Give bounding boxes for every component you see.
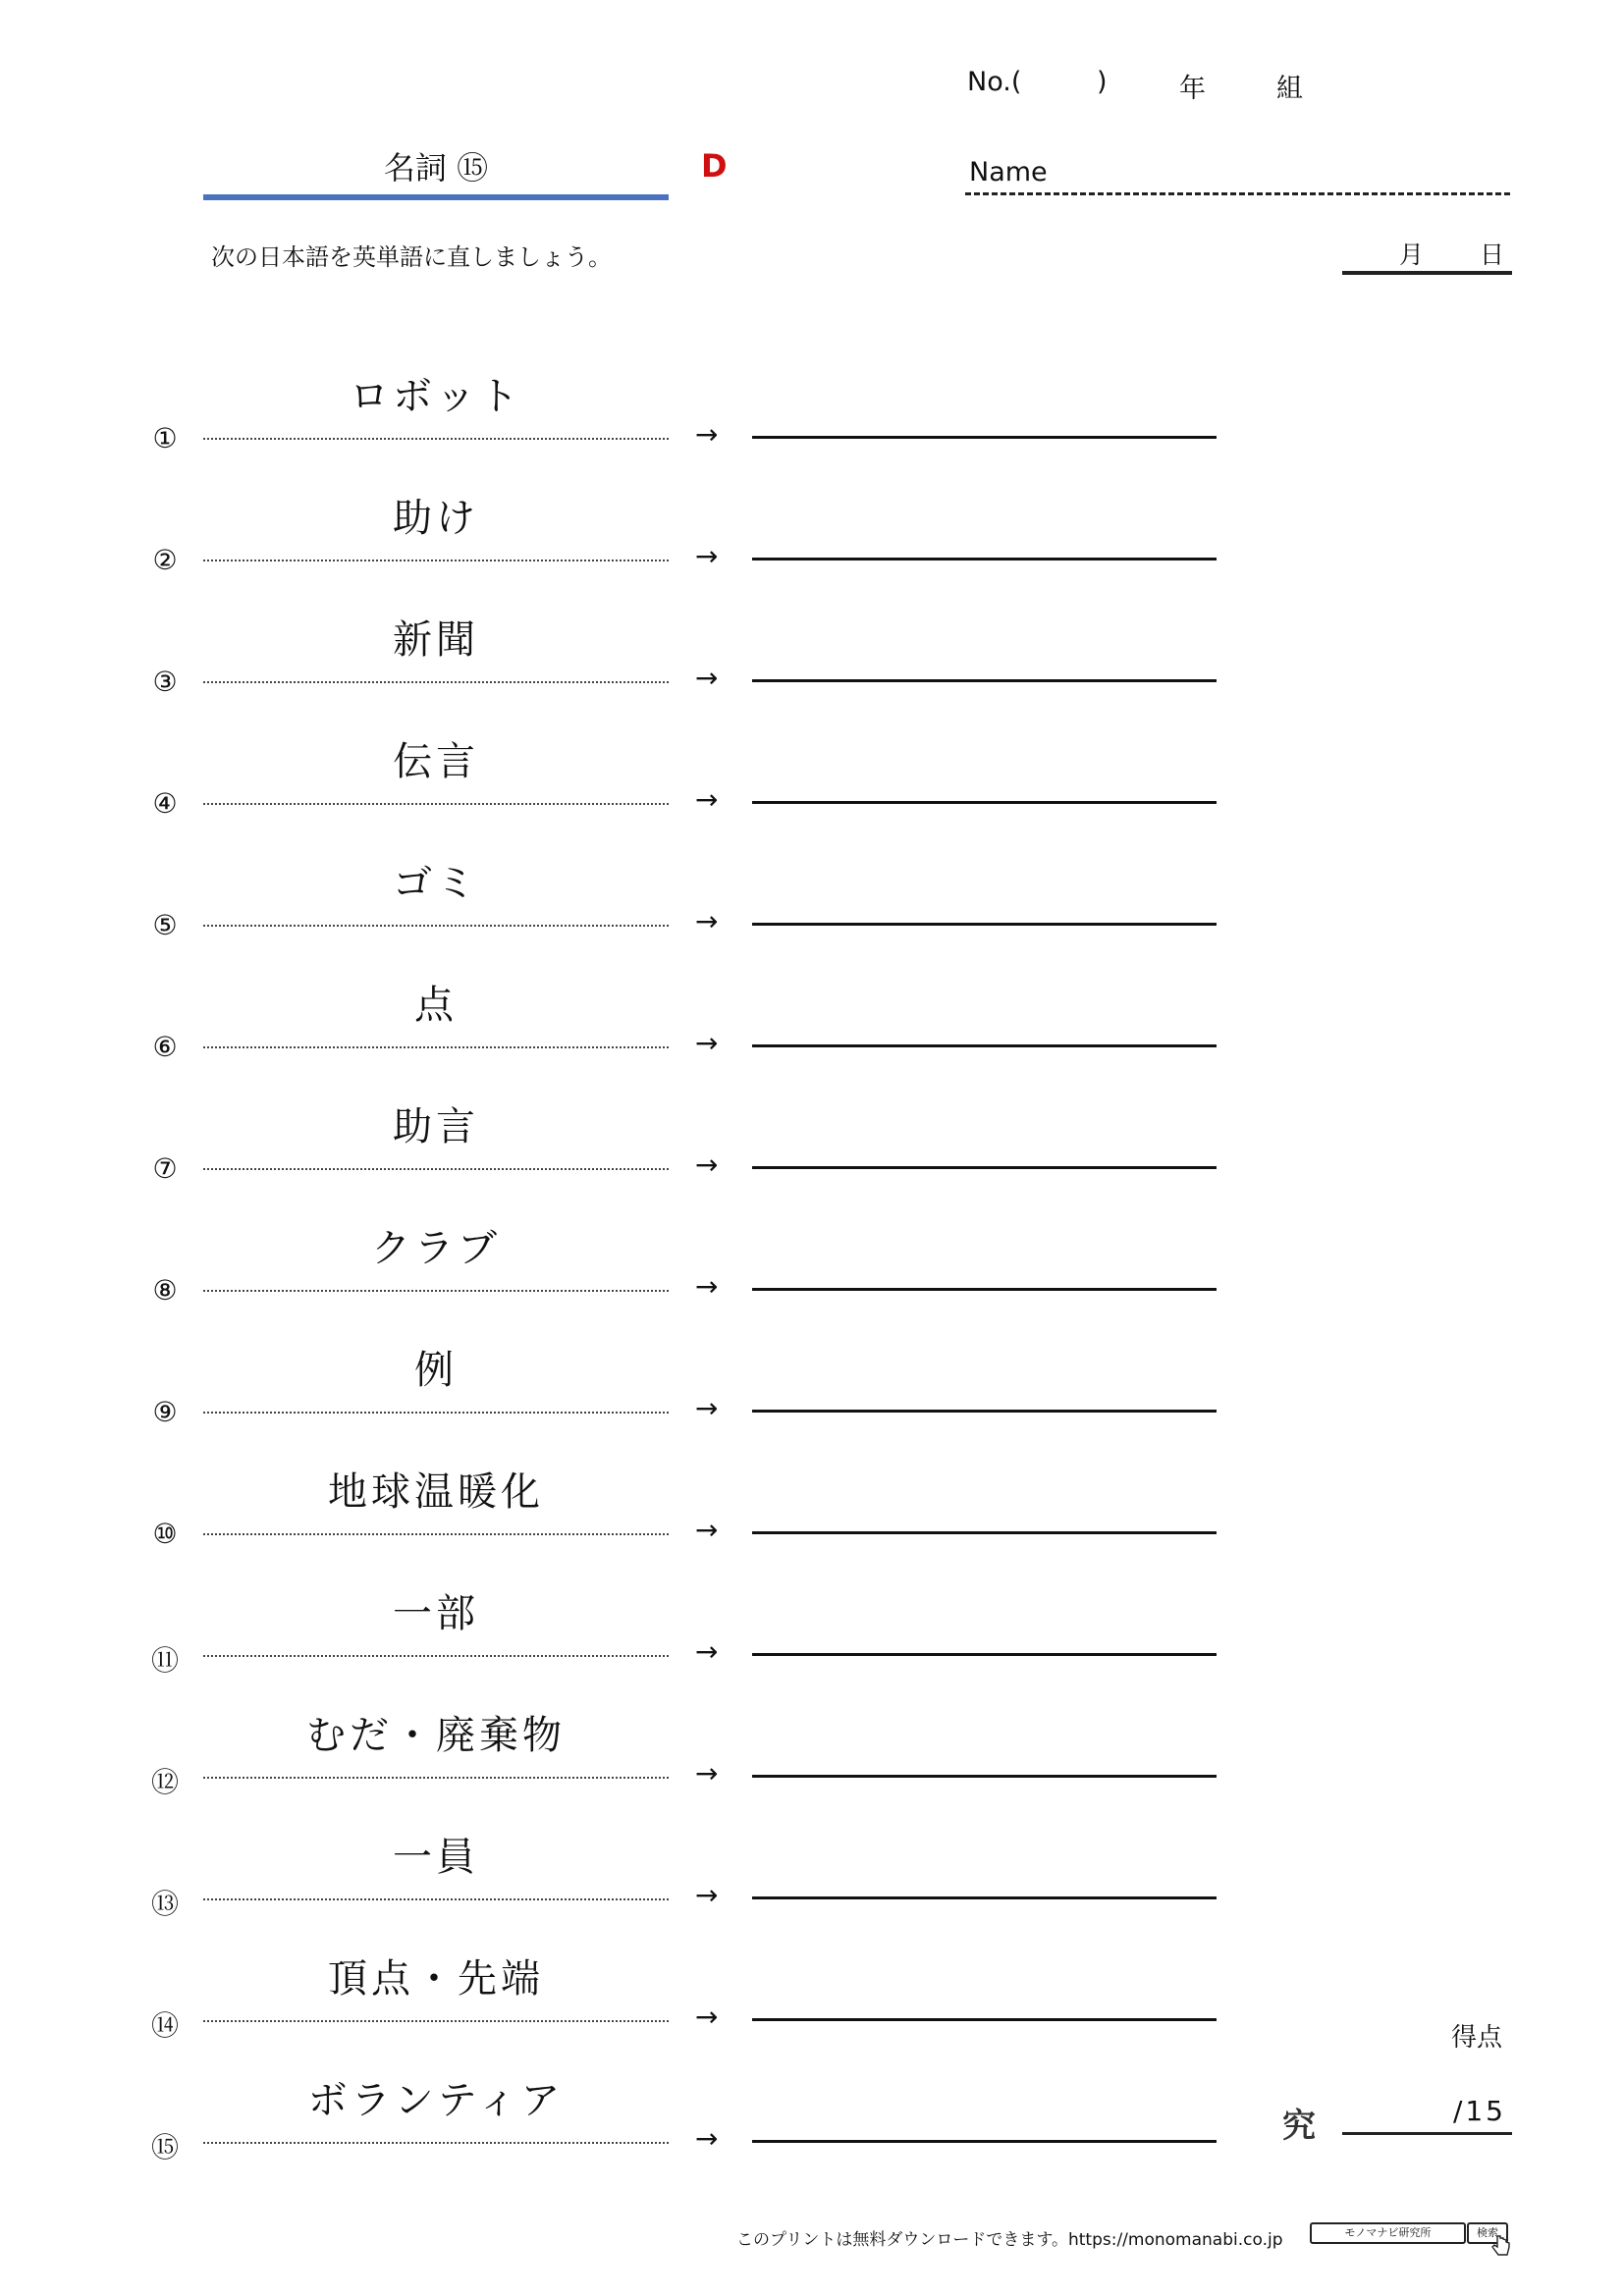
answer-line[interactable] (752, 1653, 1217, 1656)
prompt-box (203, 1348, 669, 1414)
question-number: ⑭ (150, 2009, 179, 2042)
prompt-box (203, 1591, 669, 1657)
answer-line[interactable] (752, 436, 1217, 439)
answer-line[interactable] (752, 923, 1217, 926)
footer-text: このプリントは無料ダウンロードできます。https://monomanabi.co.jp (736, 2230, 1283, 2250)
answer-line[interactable] (752, 1775, 1217, 1778)
score-field[interactable] (1342, 2091, 1512, 2135)
arrow-icon: → (695, 2122, 719, 2155)
class-no-close: ) (1097, 67, 1108, 97)
question-number: ③ (152, 666, 178, 698)
arrow-icon: → (695, 1635, 719, 1668)
question-prompt: 頂点・先端 (328, 1956, 544, 2002)
question-prompt: 点 (414, 983, 458, 1028)
question-number: ⑪ (150, 1644, 179, 1677)
question-prompt: 新聞 (393, 617, 479, 663)
question-prompt: 例 (414, 1348, 458, 1393)
answer-line[interactable] (752, 1044, 1217, 1047)
prompt-box (203, 1226, 669, 1292)
question-prompt: 地球温暖化 (328, 1469, 544, 1515)
prompt-box (203, 1956, 669, 2022)
question-number: ⑫ (150, 1766, 179, 1798)
arrow-icon: → (695, 783, 719, 816)
score-total: /15 (1452, 2095, 1506, 2127)
answer-line[interactable] (752, 1531, 1217, 1534)
prompt-box (203, 983, 669, 1048)
question-prompt: ボランティア (307, 2078, 565, 2123)
hand-cursor-icon (1490, 2234, 1512, 2260)
prompt-box (203, 617, 669, 683)
question-prompt: ロボット (350, 374, 522, 419)
footer-search-button[interactable]: 検索 (1467, 2222, 1508, 2244)
question-prompt: むだ・廃棄物 (306, 1713, 566, 1758)
class-no-label: No.( (967, 67, 1022, 97)
answer-line[interactable] (752, 801, 1217, 804)
page-title: 名詞 ⑮ (383, 149, 489, 187)
question-number: ⑨ (152, 1396, 178, 1428)
answer-line[interactable] (752, 2018, 1217, 2021)
answer-line[interactable] (752, 1410, 1217, 1413)
prompt-box (203, 2078, 669, 2144)
question-number: ⑩ (152, 1518, 178, 1550)
answer-line[interactable] (752, 679, 1217, 682)
arrow-icon: → (695, 1270, 719, 1303)
question-number: ④ (152, 787, 178, 820)
answer-line[interactable] (752, 558, 1217, 561)
prompt-box (203, 496, 669, 561)
arrow-icon: → (695, 1757, 719, 1789)
question-prompt: 一員 (393, 1835, 479, 1880)
question-number: ⑬ (150, 1888, 179, 1920)
question-number: ⑤ (152, 909, 178, 941)
prompt-box (203, 1104, 669, 1170)
answer-line[interactable] (752, 1166, 1217, 1169)
name-label: Name (969, 157, 1048, 187)
arrow-icon: → (695, 905, 719, 937)
research-mark-icon: 究 (1282, 2107, 1316, 2146)
arrow-icon: → (695, 1392, 719, 1424)
question-prompt: クラブ (371, 1226, 501, 1271)
class-year-label: 年 (1179, 74, 1206, 104)
question-number: ① (152, 422, 178, 454)
arrow-icon: → (695, 662, 719, 694)
question-number: ⑦ (152, 1152, 178, 1185)
question-prompt: 一部 (393, 1591, 479, 1636)
answer-line[interactable] (752, 1288, 1217, 1291)
score-label: 得点 (1451, 2023, 1503, 2053)
class-group-label: 組 (1276, 74, 1303, 104)
arrow-icon: → (695, 1879, 719, 1911)
date-day-label: 日 (1480, 240, 1505, 269)
question-prompt: 助言 (393, 1104, 479, 1149)
question-number: ⑧ (152, 1274, 178, 1307)
arrow-icon: → (695, 1514, 719, 1546)
prompt-box (203, 739, 669, 805)
arrow-icon: → (695, 540, 719, 572)
arrow-icon: → (695, 1148, 719, 1181)
date-month-label: 月 (1399, 240, 1425, 269)
date-field[interactable] (1342, 236, 1512, 275)
question-number: ⑮ (150, 2131, 179, 2163)
prompt-box (203, 1713, 669, 1779)
title-area (203, 143, 669, 200)
answer-line[interactable] (752, 2140, 1217, 2143)
question-prompt: 助け (393, 496, 479, 541)
prompt-box (203, 1469, 669, 1535)
question-number: ⑥ (152, 1031, 178, 1063)
arrow-icon: → (695, 1027, 719, 1059)
prompt-box (203, 1835, 669, 1900)
name-field[interactable] (965, 153, 1510, 195)
level-badge: D (701, 147, 728, 185)
question-prompt: 伝言 (393, 739, 479, 784)
prompt-box (203, 374, 669, 440)
footer-brand-badge: モノマナビ研究所 (1310, 2222, 1466, 2244)
question-prompt: ゴミ (393, 861, 479, 906)
question-number: ② (152, 544, 178, 576)
arrow-icon: → (695, 2001, 719, 2033)
arrow-icon: → (695, 418, 719, 451)
answer-line[interactable] (752, 1896, 1217, 1899)
prompt-box (203, 861, 669, 927)
instruction-text: 次の日本語を英単語に直しましょう。 (211, 243, 612, 271)
